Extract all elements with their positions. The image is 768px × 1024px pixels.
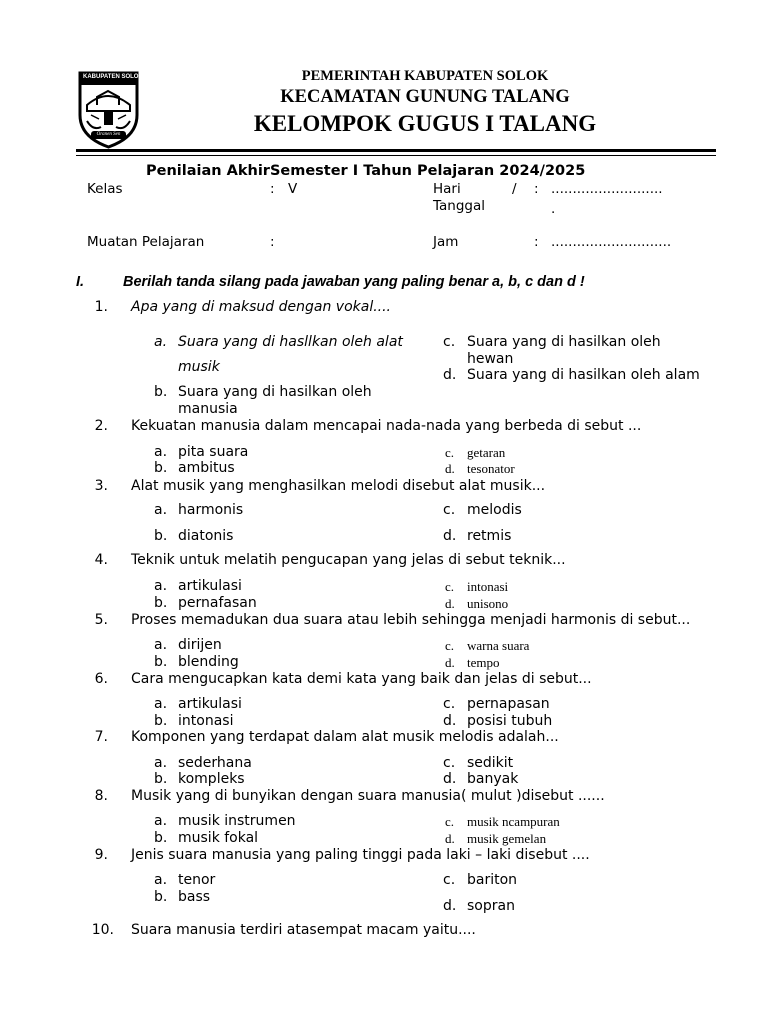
option-d: banyak — [467, 771, 519, 787]
option-letter-a: a. — [154, 502, 168, 518]
option-a: artikulasi — [178, 696, 242, 712]
question-number: 8. — [94, 788, 108, 804]
question-text: Kekuatan manusia dalam mencapai nada-nada yang berbeda di sebut ... — [131, 418, 642, 434]
option-c: getaran — [467, 445, 506, 460]
jam-blank: ............................ — [551, 234, 672, 250]
header-district: KECAMATAN GUNUNG TALANG — [280, 87, 570, 107]
option-c: intonasi — [467, 579, 509, 594]
option-b: kompleks — [178, 771, 245, 787]
option-c: melodis — [467, 502, 522, 518]
option-b: intonasi — [178, 713, 234, 729]
option-a: artikulasi — [178, 578, 242, 594]
option-b: blending — [178, 654, 239, 670]
option-a: sederhana — [178, 755, 252, 771]
option-b: musik fokal — [178, 830, 259, 846]
option-c-continued: hewan — [467, 351, 514, 367]
hari-colon: : — [534, 181, 539, 197]
option-c: sedikit — [467, 755, 514, 771]
hari-tanggal-blank: .......................... — [551, 181, 663, 197]
option-letter-c: c. — [443, 872, 456, 888]
option-letter-d: d. — [445, 596, 455, 611]
option-b: diatonis — [178, 528, 234, 544]
option-letter-a: a. — [154, 755, 168, 771]
kelas-colon: : — [270, 181, 275, 197]
exam-title: Penilaian AkhirSemester I Tahun Pelajaran 2024/2025 — [146, 163, 586, 179]
option-letter-d: d. — [445, 461, 455, 476]
question-number: 2. — [94, 418, 108, 434]
question-number: 3. — [94, 478, 108, 494]
option-letter-c: c. — [445, 814, 455, 829]
tanggal-label: Tanggal — [433, 198, 486, 214]
option-letter-c: c. — [445, 579, 455, 594]
question-text: Komponen yang terdapat dalam alat musik melodis adalah... — [131, 729, 559, 745]
option-letter-b: b. — [154, 889, 168, 905]
option-a: Suara yang di hasllkan oleh alat — [178, 334, 403, 350]
kelas-value: V — [288, 181, 298, 197]
option-letter-a: a. — [154, 334, 168, 350]
option-letter-b: b. — [154, 830, 168, 846]
option-letter-b: b. — [154, 654, 168, 670]
logo-bottom-text: Oranen Sen — [96, 132, 121, 137]
option-b: pernafasan — [178, 595, 257, 611]
option-letter-d: d. — [443, 898, 457, 914]
option-a: tenor — [178, 872, 216, 888]
option-b: bass — [178, 889, 211, 905]
option-c: bariton — [467, 872, 518, 888]
option-letter-a: a. — [154, 813, 168, 829]
question-number: 6. — [94, 671, 108, 687]
option-a: harmonis — [178, 502, 244, 518]
option-d: musik gemelan — [467, 831, 547, 846]
hari-slash: / — [512, 181, 517, 197]
option-letter-a: a. — [154, 872, 168, 888]
question-text: Teknik untuk melatih pengucapan yang jelas di sebut teknik... — [131, 552, 566, 568]
option-d: sopran — [467, 898, 515, 914]
option-d: posisi tubuh — [467, 713, 553, 729]
section-instruction: Berilah tanda silang pada jawaban yang paling benar a, b, c dan d ! — [123, 274, 585, 290]
option-letter-c: c. — [443, 755, 456, 771]
question-text: Jenis suara manusia yang paling tinggi pada laki – laki disebut .... — [131, 847, 590, 863]
option-a: musik instrumen — [178, 813, 296, 829]
kelas-label: Kelas — [87, 181, 123, 197]
hari-label: Hari — [433, 181, 461, 197]
option-letter-a: a. — [154, 444, 168, 460]
section-number: I. — [76, 274, 85, 290]
option-letter-d: d. — [443, 367, 457, 383]
option-letter-a: a. — [154, 578, 168, 594]
option-d: tesonator — [467, 461, 515, 476]
option-a: pita suara — [178, 444, 249, 460]
option-letter-b: b. — [154, 595, 168, 611]
option-letter-b: b. — [154, 384, 168, 400]
question-text: Cara mengucapkan kata demi kata yang baik dan jelas di sebut... — [131, 671, 592, 687]
option-c: pernapasan — [467, 696, 550, 712]
header-rule-thick — [76, 149, 716, 152]
muatan-colon: : — [270, 234, 275, 250]
option-a: dirijen — [178, 637, 222, 653]
header-school-group: KELOMPOK GUGUS I TALANG — [253, 111, 597, 136]
option-b: ambitus — [178, 460, 235, 476]
hari-tanggal-blank-end: . — [551, 201, 556, 217]
option-d: tempo — [467, 655, 500, 670]
option-d: Suara yang di hasilkan oleh alam — [467, 367, 700, 383]
option-letter-c: c. — [445, 638, 455, 653]
option-letter-b: b. — [154, 460, 168, 476]
option-d: retmis — [467, 528, 512, 544]
question-number: 7. — [94, 729, 108, 745]
header-government: PEMERINTAH KABUPATEN SOLOK — [301, 68, 549, 84]
option-letter-b: b. — [154, 528, 168, 544]
jam-colon: : — [534, 234, 539, 250]
option-letter-a: a. — [154, 696, 168, 712]
option-d: unisono — [467, 596, 509, 611]
option-letter-c: c. — [445, 445, 455, 460]
option-letter-c: c. — [443, 502, 456, 518]
option-letter-d: d. — [445, 831, 455, 846]
option-letter-a: a. — [154, 637, 168, 653]
option-c: Suara yang di hasilkan oleh — [467, 334, 661, 350]
option-b: Suara yang di hasilkan oleh — [178, 384, 372, 400]
question-number: 10. — [91, 922, 114, 938]
question-text: Proses memadukan dua suara atau lebih sehingga menjadi harmonis di sebut... — [131, 612, 691, 628]
jam-label: Jam — [433, 234, 459, 250]
option-letter-d: d. — [445, 655, 455, 670]
option-letter-d: d. — [443, 771, 457, 787]
option-c: musik ncampuran — [467, 814, 560, 829]
question-number: 4. — [94, 552, 108, 568]
question-number: 9. — [94, 847, 108, 863]
option-letter-d: d. — [443, 713, 457, 729]
option-letter-c: c. — [443, 696, 456, 712]
question-text: Alat musik yang menghasilkan melodi disebut alat musik... — [131, 478, 546, 494]
header-rule-thin — [76, 155, 716, 156]
option-letter-d: d. — [443, 528, 457, 544]
question-number: 1. — [94, 299, 108, 315]
question-text: Apa yang di maksud dengan vokal.... — [131, 299, 392, 315]
option-letter-c: c. — [443, 334, 456, 350]
question-text: Suara manusia terdiri atasempat macam yaitu.... — [131, 922, 476, 938]
option-a-continued: musik — [178, 359, 220, 375]
question-text: Musik yang di bunyikan dengan suara manusia( mulut )disebut ...... — [131, 788, 605, 804]
logo-top-text: KABUPATEN SOLOK — [83, 74, 143, 80]
muatan-label: Muatan Pelajaran — [87, 234, 205, 250]
question-number: 5. — [94, 612, 108, 628]
option-letter-b: b. — [154, 771, 168, 787]
option-b-continued: manusia — [178, 401, 238, 417]
option-c: warna suara — [467, 638, 530, 653]
option-letter-b: b. — [154, 713, 168, 729]
